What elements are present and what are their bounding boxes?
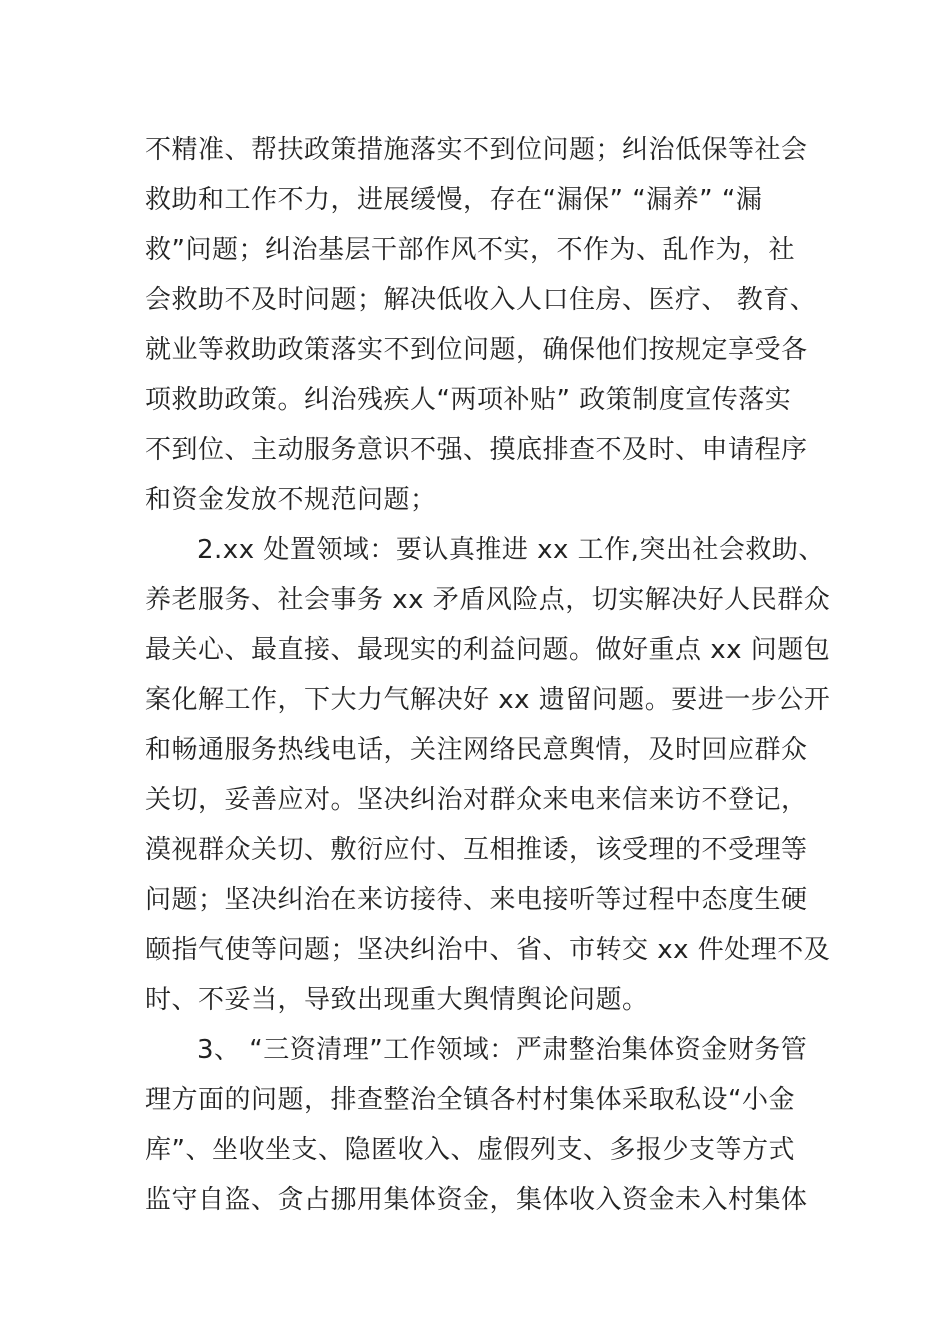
text-line: 关切，妥善应对。坚决纠治对群众来电来信来访不登记， — [145, 785, 808, 815]
text-line: 时、不妥当，导致出现重大舆情舆论问题。 — [145, 985, 649, 1015]
text-line: 库”、坐收坐支、隐匿收入、虚假列支、多报少支等方式 — [145, 1135, 795, 1165]
text-line: 不精准、帮扶政策措施落实不到位问题；纠治低保等社会 — [145, 135, 808, 165]
text-line: 颐指气使等问题；坚决纠治中、省、市转交 xx 件处理不及 — [145, 935, 831, 965]
text-line: 救”问题；纠治基层干部作风不实，不作为、乱作为，社 — [145, 235, 795, 265]
text-line: 会救助不及时问题；解决低收入人口住房、医疗、 教育、 — [145, 285, 817, 315]
text-line: 和畅通服务热线电话，关注网络民意舆情，及时回应群众 — [145, 735, 808, 765]
text-line: 项救助政策。纠治残疾人“两项补贴” 政策制度宣传落实 — [145, 385, 792, 415]
text-line: 养老服务、社会事务 xx 矛盾风险点，切实解决好人民群众 — [145, 585, 831, 615]
section-3-heading-line: 3、 “三资清理”工作领域：严肃整治集体资金财务管 — [197, 1035, 808, 1065]
text-line: 问题；坚决纠治在来访接待、来电接听等过程中态度生硬 — [145, 885, 808, 915]
text-line: 和资金发放不规范问题； — [145, 485, 437, 515]
text-line: 救助和工作不力，进展缓慢，存在“漏保” “漏养” “漏 — [145, 185, 763, 215]
text-line: 最关心、最直接、最现实的利益问题。做好重点 xx 问题包 — [145, 635, 831, 665]
text-line: 就业等救助政策落实不到位问题，确保他们按规定享受各 — [145, 335, 808, 365]
text-line: 漠视群众关切、敷衍应付、互相推诿，该受理的不受理等 — [145, 835, 808, 865]
section-2-heading-line: 2.xx 处置领域：要认真推进 xx 工作,突出社会救助、 — [197, 535, 825, 565]
text-line: 案化解工作，下大力气解决好 xx 遗留问题。要进一步公开 — [145, 685, 831, 715]
text-line: 理方面的问题，排查整治全镇各村村集体采取私设“小金 — [145, 1085, 795, 1115]
text-line: 监守自盗、贪占挪用集体资金，集体收入资金未入村集体 — [145, 1185, 808, 1215]
text-line: 不到位、主动服务意识不强、摸底排查不及时、申请程序 — [145, 435, 808, 465]
